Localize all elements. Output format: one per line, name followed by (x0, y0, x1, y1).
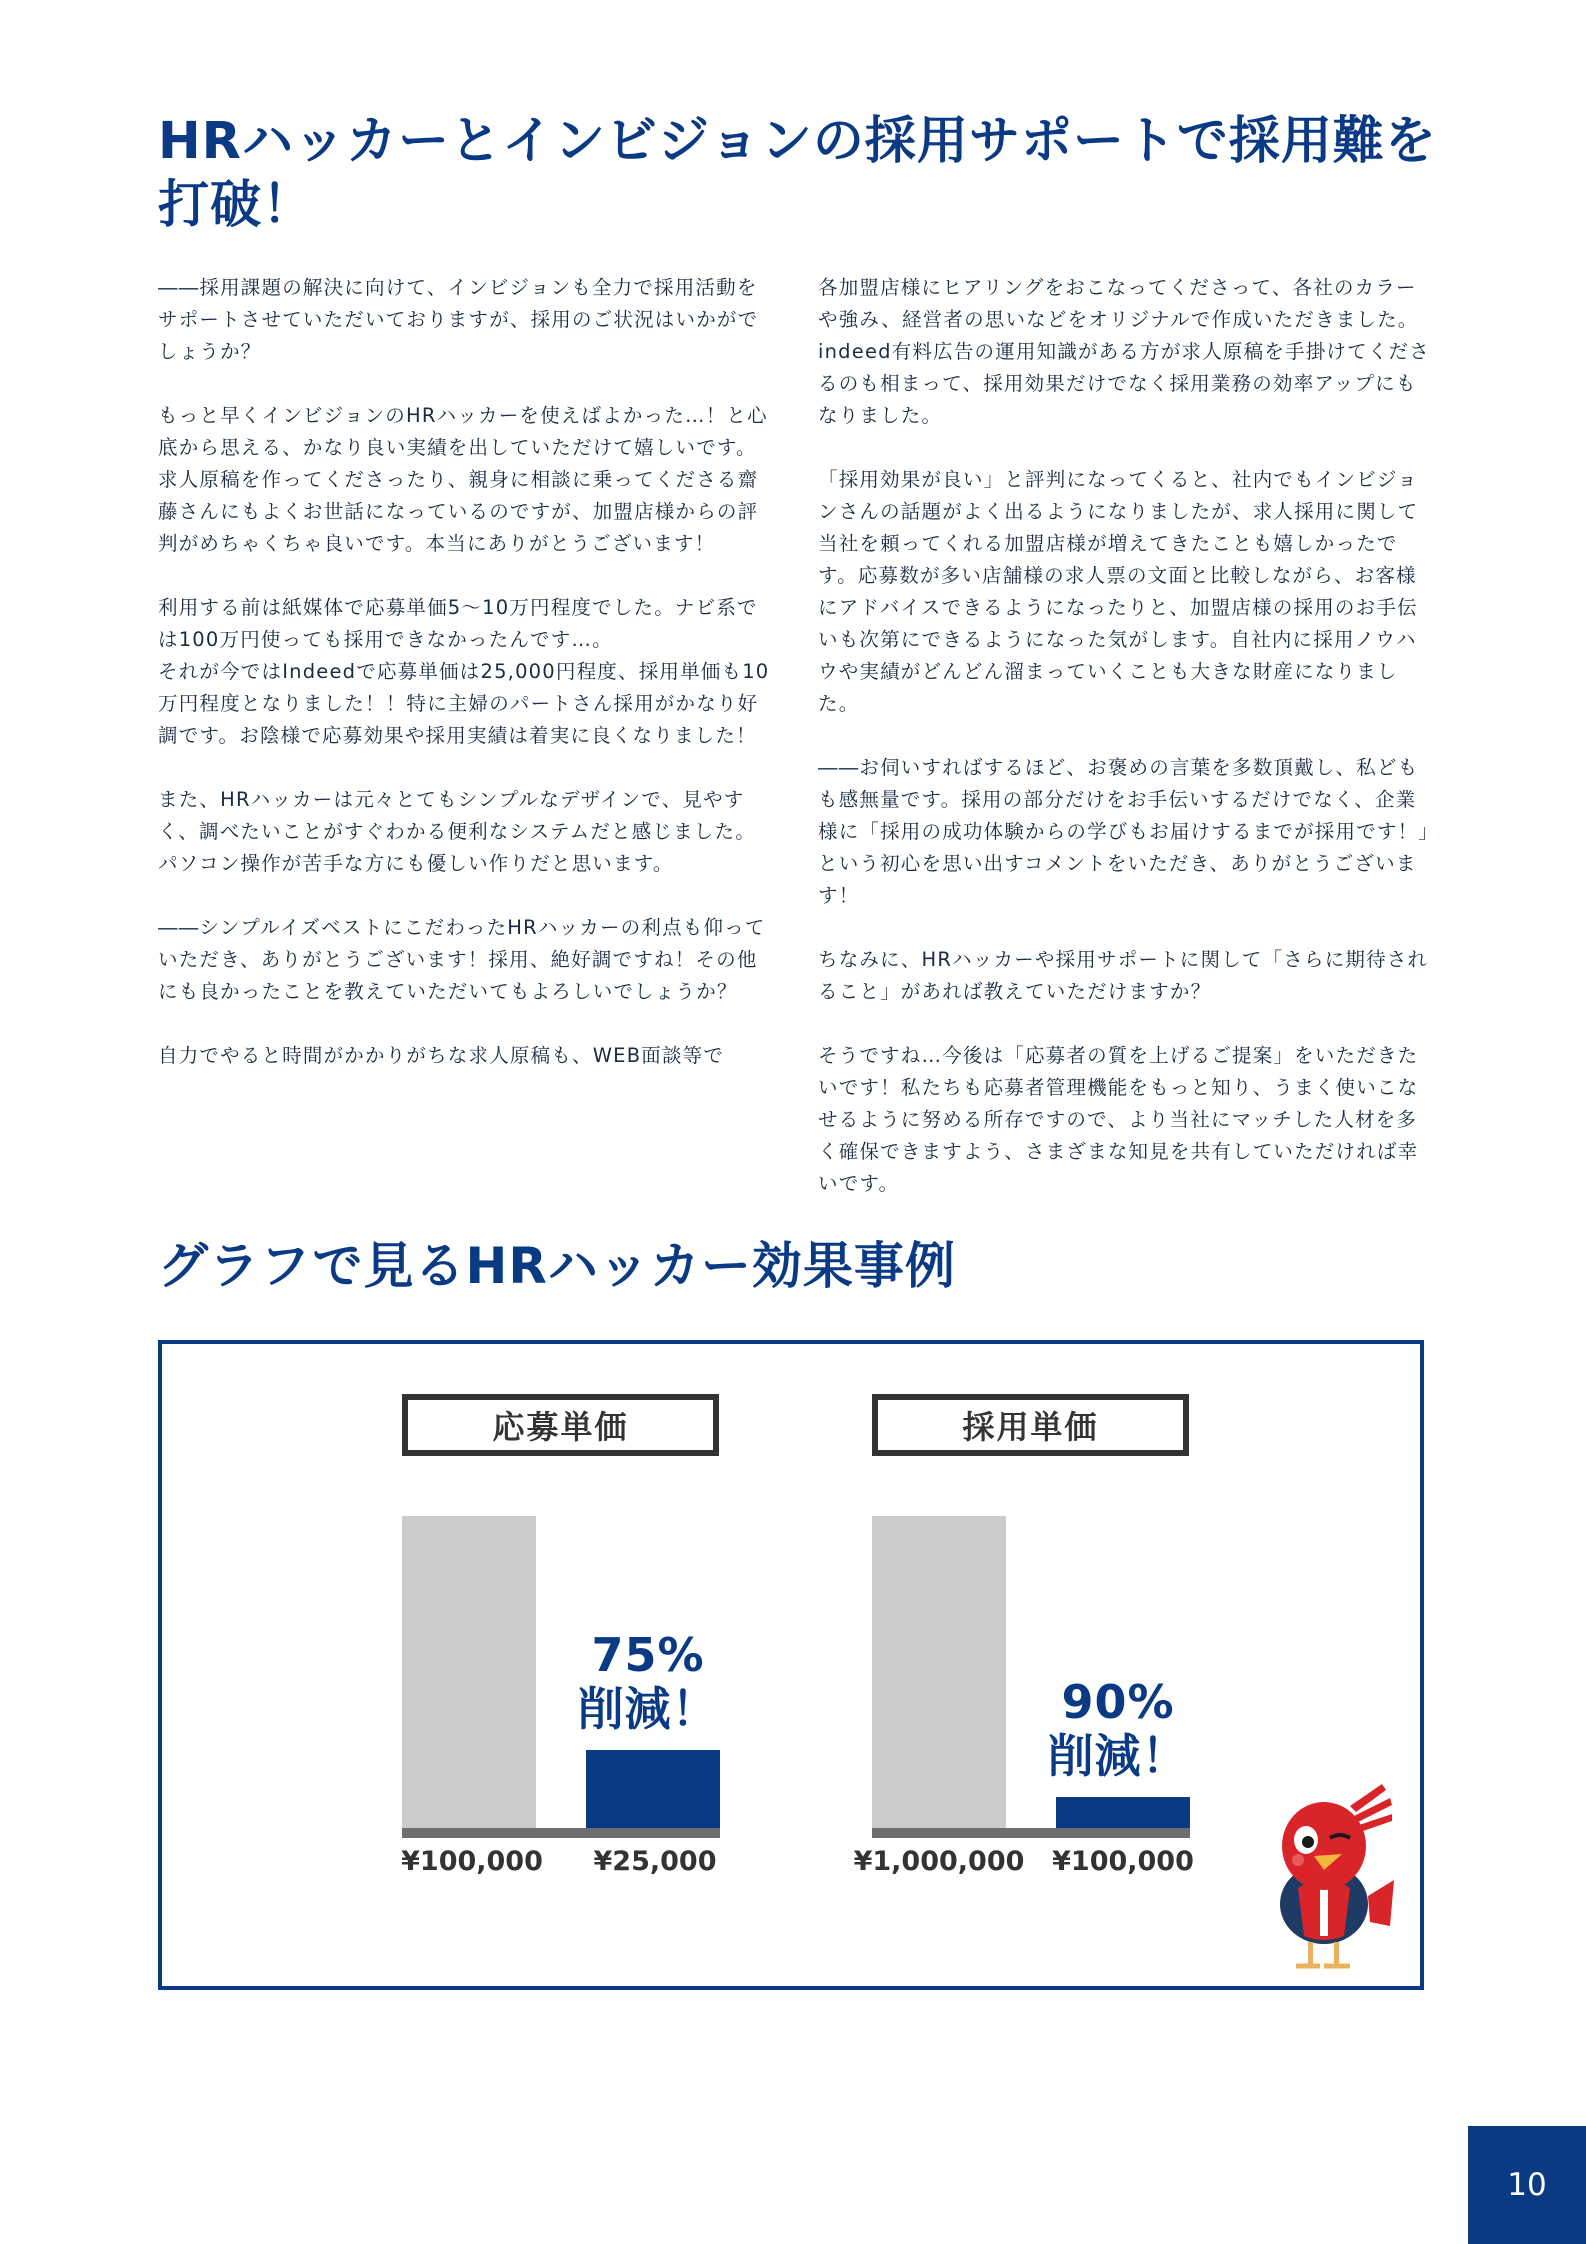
reduction-percent: 90% (1061, 1675, 1175, 1729)
bar-before (872, 1516, 1006, 1828)
chart-panel-application-cost (402, 1344, 732, 1904)
bar-baseline (872, 1828, 1190, 1838)
interview-column-left (158, 272, 770, 1072)
paragraph: ちなみに、HRハッカーや採用サポートに関して「さらに期待されること」があれば教えていただけますか？ (818, 948, 1429, 1003)
paragraph: また、HRハッカーは元々とてもシンプルなデザインで、見やすく、調べたいことがすぐわかる便利なシステムだと感じました。パソコン操作が苦手な方にも優しい作りだと思います。 (158, 788, 756, 875)
page-number: 10 (1468, 2126, 1586, 2244)
reduction-text: 削減！ (1047, 1729, 1189, 1783)
paragraph: 利用する前は紙媒体で応募単価5〜10万円程度でした。ナビ系では100万円使っても採用できなかったんです…。 それが今ではIndeedで応募単価は25,000円程度、採用単価も10万円程度となりました！！特に主婦のパートさん採用がかなり好調です。お陰様で応募効果や採用実績は着実に良くなりました！ (158, 596, 770, 747)
interview-column-right (818, 272, 1433, 1200)
reduction-percent: 75% (591, 1628, 705, 1682)
effect-chart-box (158, 1340, 1424, 1990)
bar-plot (402, 1516, 720, 1838)
paragraph: もっと早くインビジョンのHRハッカーを使えばよかった…！と心底から思える、かなり良い実績を出していただけて嬉しいです。求人原稿を作ってくださったり、親身に相談に乗ってくださる齋藤さんにもよくお世話になっているのですが、加盟店様からの評判がめちゃくちゃ良いです。本当にありがとうございます！ (158, 404, 768, 555)
bar-after (586, 1750, 720, 1828)
paragraph: 自力でやると時間がかかりがちな求人原稿も、WEB面談等で (158, 1044, 725, 1067)
paragraph: ――採用課題の解決に向けて、インビジョンも全力で採用活動をサポートさせていただいておりますが、採用のご状況はいかがでしょうか？ (158, 276, 759, 363)
paragraph: ――お伺いすればするほど、お褒めの言葉を多数頂戴し、私どもも感無量です。採用の部分だけをお手伝いするだけでなく、企業様に「採用の成功体験からの学びもお届けするまでが採用です！」という初心を思い出すコメントをいただき、ありがとうございます！ (818, 756, 1430, 907)
tick-label-before: ¥1,000,000 (853, 1846, 1025, 1877)
bar-before (402, 1516, 536, 1828)
tick-label-before: ¥100,000 (401, 1846, 543, 1877)
tick-label-after: ¥25,000 (593, 1846, 717, 1877)
reduction-callout (1043, 1675, 1193, 1783)
bar-after (1056, 1797, 1190, 1828)
paragraph: そうですね…今後は「応募者の質を上げるご提案」をいただきたいです！私たちも応募者管理機能をもっと知り、うまく使いこなせるように努める所存ですので、より当社にマッチした人材を多く確保できますよう、さまざまな知見を共有していただければ幸いです。 (818, 1044, 1419, 1195)
section-title: グラフで見るHRハッカー効果事例 (158, 1237, 956, 1295)
bar-baseline (402, 1828, 720, 1838)
paragraph: 各加盟店様にヒアリングをおこなってくださって、各社のカラーや強み、経営者の思いなどをオリジナルで作成いただきました。indeed有料広告の運用知識がある方が求人原稿を手掛けてくださるのも相まって、採用効果だけでなく採用業務の効率アップにもなりました。 (818, 276, 1430, 427)
tick-label-after: ¥100,000 (1052, 1846, 1194, 1877)
paragraph: ――シンプルイズベストにこだわったHRハッカーの利点も仰っていただき、ありがとうございます！採用、絶好調ですね！その他にも良かったことを教えていただいてもよろしいでしょうか？ (158, 916, 766, 1003)
chart-title: 応募単価 (402, 1394, 719, 1456)
reduction-callout (573, 1628, 723, 1736)
page-title: HRハッカーとインビジョンの採用サポートで採用難を打破！ (158, 112, 1437, 235)
chart-panel-hiring-cost (853, 1344, 1202, 1904)
paragraph: 「採用効果が良い」と評判になってくると、社内でもインビジョンさんの話題がよく出るようになりましたが、求人採用に関して当社を頼ってくれる加盟店様が増えてきたことも嬉しかったです。応募数が多い店舗様の求人票の文面と比較しながら、お客様にアドバイスできるようになったりと、加盟店様の採用のお手伝いも次第にできるようになった気がします。自社内に採用ノウハウや実績がどんどん溜まっていくことも大きな財産になりました。 (818, 468, 1419, 715)
reduction-text: 削減！ (577, 1682, 719, 1736)
bird-mascot-icon (1258, 1776, 1398, 1976)
chart-title: 採用単価 (872, 1394, 1189, 1456)
bar-plot (872, 1516, 1190, 1838)
